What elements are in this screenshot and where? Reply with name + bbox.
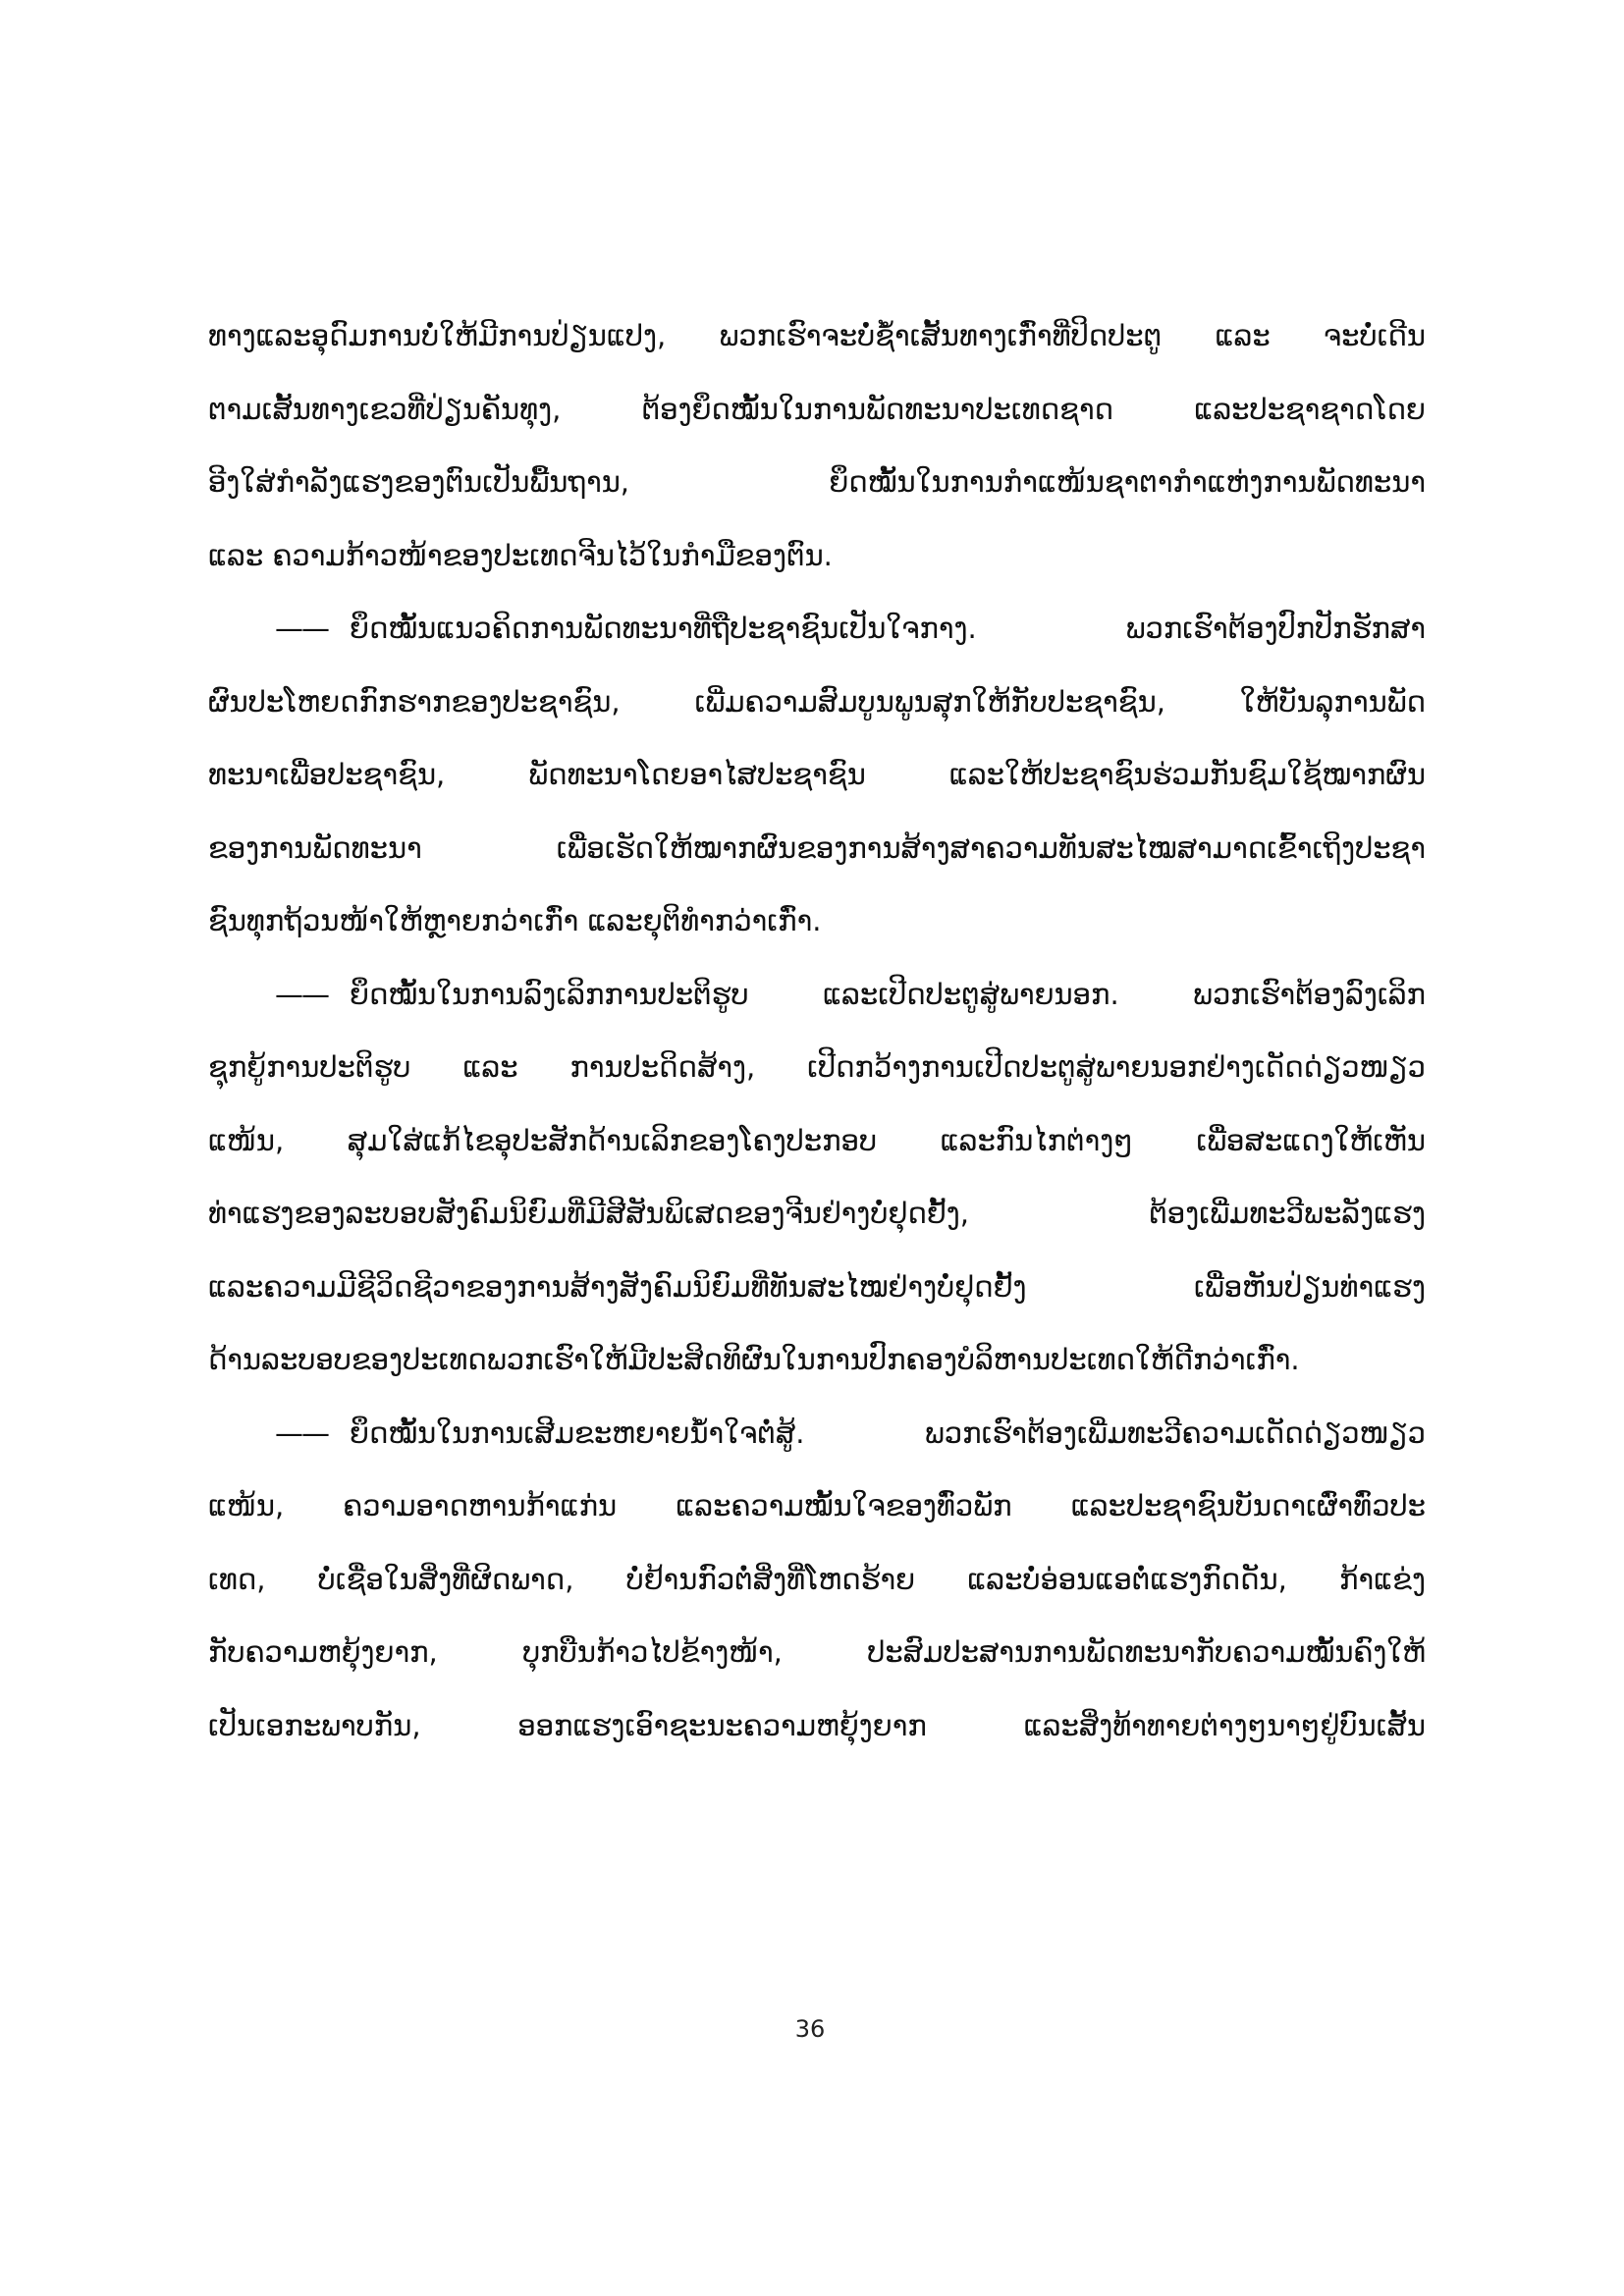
text-line: ແລະ ຄວາມກ້າວໜ້າຂອງປະເທດຈີນໄວ້ໃນກຳມືຂອງຕົນ. <box>208 538 833 572</box>
body-text <box>208 299 1426 1762</box>
em-dash: —— <box>275 612 328 645</box>
text-line: ຜົນປະໂຫຍດກົກຮາກຂອງປະຊາຊົນ, ເພີ່ມຄວາມສົມບູນພູນສຸກໃຫ້ກັບປະຊາຊົນ, ໃຫ້ບັນລຸການພັດ <box>208 684 1426 719</box>
text-line: ຊຸກຍູ້ການປະຕິຮູບ ແລະ ການປະດິດສ້າງ, ເປີດກວ້າງການເປີດປະຕູສູ່ພາຍນອກຢ່າງເດັດດ່ຽວໜຽວ <box>208 1050 1426 1084</box>
em-dash: —— <box>275 977 328 1011</box>
text-line: ຂອງການພັດທະນາ ເພື່ອເຮັດໃຫ້ໝາກຜົນຂອງການສ້າງສາຄວາມທັນສະໄໝສາມາດເຂົ້າເຖິງປະຊາ <box>208 830 1426 865</box>
text-line: ແລະຄວາມມີຊີວິດຊີວາຂອງການສ້າງສັງຄົມນິຍົມທີ່ທັນສະໄໝຢ່າງບໍ່ຢຸດຢັ້ງ ເພື່ອຫັນປ່ຽນທ່າແຮງ <box>208 1269 1426 1304</box>
text-line: ທາງແລະອຸດົມການບໍ່ໃຫ້ມີການປ່ຽນແປງ, ພວກເຮົາຈະບໍ່ຊ້ຳເສັ້ນທາງເກົ່າທີ່ປິດປະຕູ ແລະ ຈະບໍ່ເດີນ <box>208 319 1426 352</box>
text-line: ຍຶດໝັ້ນແນວຄິດການພັດທະນາທີ່ຖືປະຊາຊົນເປັນໃຈກາງ. ພວກເຮົາຕ້ອງປົກປັກຮັກສາ <box>350 612 1426 645</box>
text-line: ທ່າແຮງຂອງລະບອບສັງຄົມນິຍົມທີ່ມີສີສັນພິເສດຂອງຈີນຢ່າງບໍ່ຢຸດຢັ້ງ, ຕ້ອງເພີ່ມທະວີພະລັງແຮງ <box>208 1197 1426 1230</box>
text-line: ເປັນເອກະພາບກັນ, ອອກແຮງເອົາຊະນະຄວາມຫຍຸ້ງຍາກ ແລະສິ່ງທ້າທາຍຕ່າງໆນາໆຢູ່ບົນເສັ້ນ <box>208 1708 1426 1742</box>
text-line: ຊົນທຸກຖ້ວນໜ້າໃຫ້ຫຼາຍກວ່າເກົ່າ ແລະຍຸຕິທຳກວ່າເກົ່າ. <box>208 904 822 937</box>
text-line: ຍຶດໝັ້ນໃນການລົງເລິກການປະຕິຮູບ ແລະເປີດປະຕູສູ່ພາຍນອກ. ພວກເຮົາຕ້ອງລົງເລິກ <box>350 977 1426 1011</box>
text-line: ເທດ, ບໍ່ເຊື່ອໃນສິ່ງທີ່ຜິດພາດ, ບໍ່ຢ້ານກົວຕໍ່ສິ່ງທີ່ໂຫດຮ້າຍ ແລະບໍ່ອ່ອນແອຕໍ່ແຮງກົດດັນ, ກ້າແຂ່ງ <box>208 1562 1426 1596</box>
text-line: ທະນາເພື່ອປະຊາຊົນ, ພັດທະນາໂດຍອາໄສປະຊາຊົນ ແລະໃຫ້ປະຊາຊົນຮ່ວມກັນຊົມໃຊ້ໝາກຜົນ <box>208 758 1426 791</box>
paragraph-start-line <box>208 1397 1426 1470</box>
paragraph-start-line <box>208 958 1426 1032</box>
page-number: 36 <box>794 2015 826 2043</box>
text-line: ຕາມເສັ້ນທາງເຂວທີ່ປ່ຽນຄັນທຸງ, ຕ້ອງຍຶດໝັ້ນໃນການພັດທະນາປະເທດຊາດ ແລະປະຊາຊາດໂດຍ <box>208 392 1426 426</box>
paragraph-start-line <box>208 592 1426 666</box>
text-line: ດ້ານລະບອບຂອງປະເທດພວກເຮົາໃຫ້ມີປະສິດທິຜົນໃນການປົກຄອງບໍລິຫານປະເທດໃຫ້ດີກວ່າເກົ່າ. <box>208 1343 1300 1376</box>
text-line: ອີງໃສ່ກຳລັງແຮງຂອງຕົນເປັນພື້ນຖານ, ຍຶດໝັ້ນໃນການກຳແໜ້ນຊາຕາກຳແຫ່ງການພັດທະນາ <box>208 465 1426 499</box>
text-line: ກັບຄວາມຫຍຸ້ງຍາກ, ບຸກບືນກ້າວໄປຂ້າງໜ້າ, ປະສົມປະສານການພັດທະນາກັບຄວາມໝັ້ນຄົງໃຫ້ <box>208 1635 1426 1669</box>
text-line: ແໜ້ນ, ສຸມໃສ່ແກ້ໄຂອຸປະສັກດ້ານເລິກຂອງໂຄງປະກອບ ແລະກົນໄກຕ່າງໆ ເພື່ອສະແດງໃຫ້ເຫັນ <box>208 1123 1426 1157</box>
em-dash: —— <box>275 1415 328 1450</box>
text-line: ແໜ້ນ, ຄວາມອາດຫານກ້າແກ່ນ ແລະຄວາມໝັ້ນໃຈຂອງທົ່ວພັກ ແລະປະຊາຊົນບັນດາເຜົ່າທົ່ວປະ <box>208 1489 1426 1522</box>
text-line: ຍຶດໝັ້ນໃນການເສີມຂະຫຍາຍນ້ຳໃຈຕໍ່ສູ້. ພວກເຮົາຕ້ອງເພີ່ມທະວີຄວາມເດັດດ່ຽວໜຽວ <box>350 1415 1426 1450</box>
